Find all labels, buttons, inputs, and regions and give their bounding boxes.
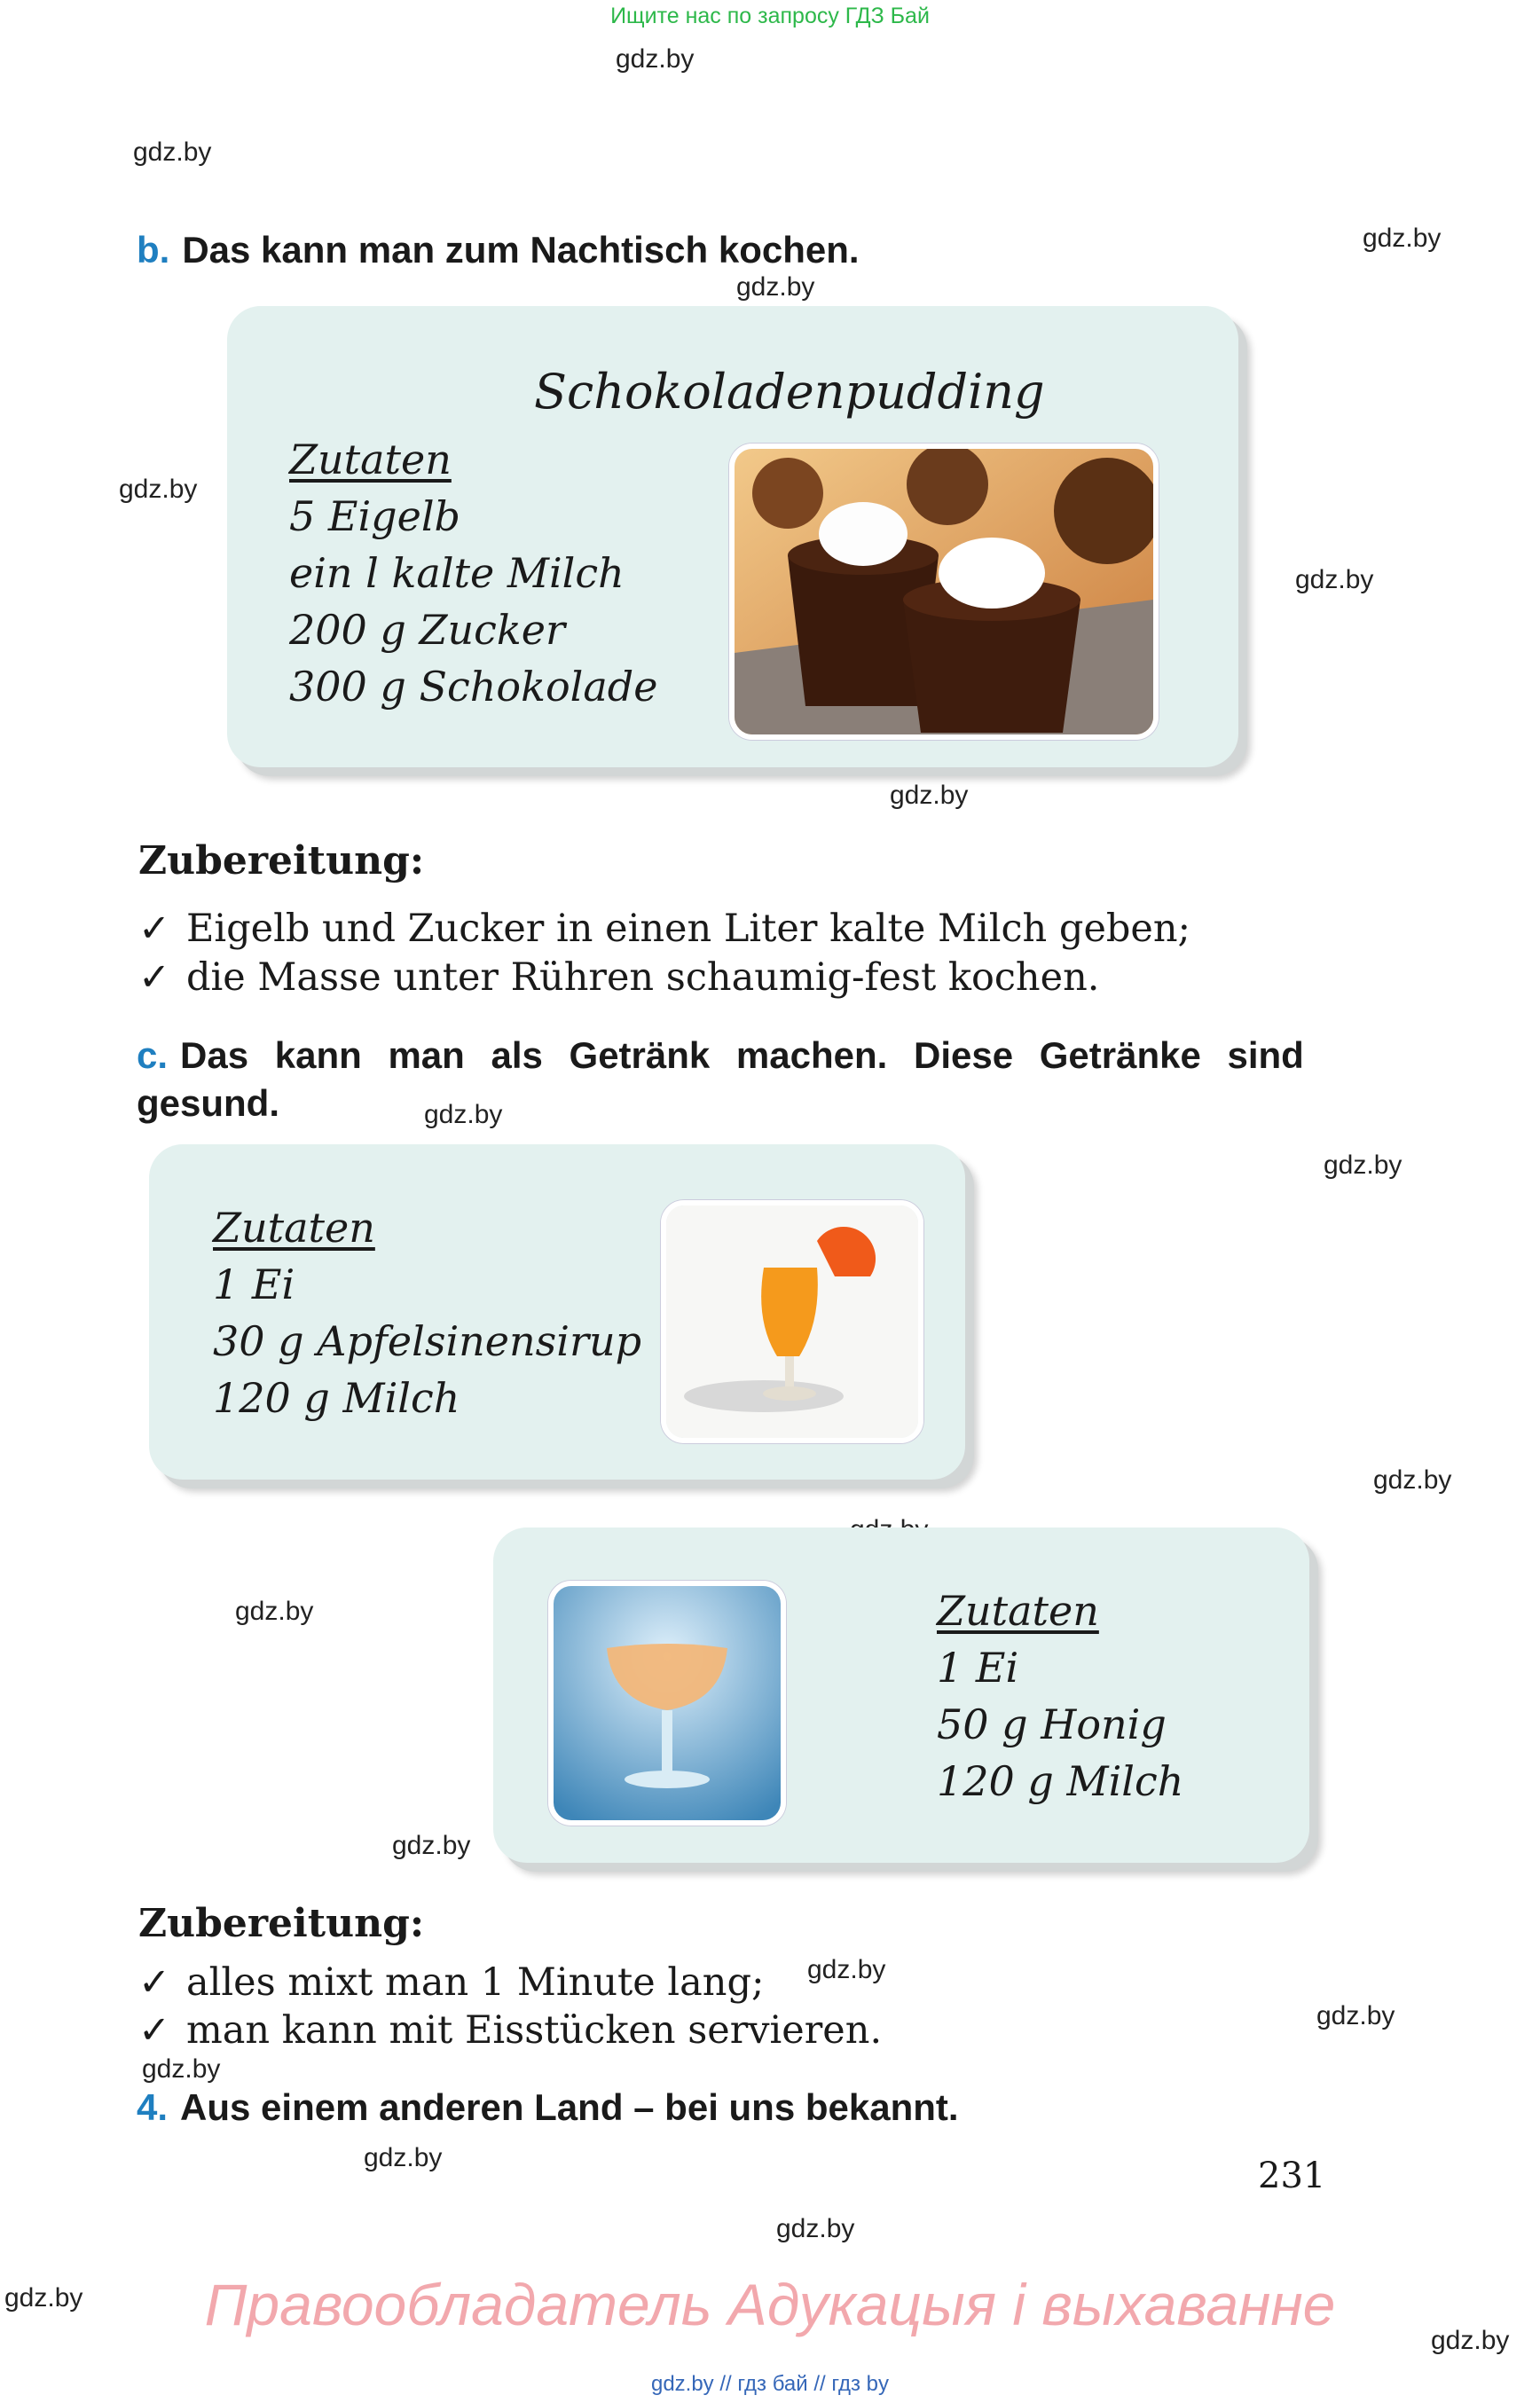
- chocolate-pudding-icon: [735, 449, 1153, 734]
- check-icon: ✓: [138, 955, 171, 1000]
- step-text: alles mixt man 1 Minute lang;: [186, 1960, 765, 2005]
- watermark: gdz.by: [1373, 1465, 1452, 1495]
- ingredient-item: 200 g Zucker: [289, 606, 565, 654]
- watermark: gdz.by: [4, 2283, 83, 2313]
- watermark: gdz.by: [424, 1100, 503, 1129]
- preparation-step: [138, 955, 1099, 1000]
- ingredients-label: Zutaten: [289, 436, 452, 483]
- section-4-text: Aus einem anderen Land – bei uns bekannt.: [180, 2086, 959, 2128]
- check-icon: ✓: [138, 907, 171, 951]
- watermark: gdz.by: [1295, 565, 1374, 594]
- preparation-step: [138, 2008, 882, 2053]
- page-number: 231: [1258, 2156, 1326, 2196]
- pudding-ingredients: [289, 431, 657, 715]
- section-b-letter: b.: [137, 229, 170, 271]
- watermark: gdz.by: [1316, 2001, 1395, 2030]
- chocolate-pudding-photo: [729, 444, 1159, 740]
- copyright-text: Правообладатель Адукацыя і выхаванне: [204, 2272, 1336, 2337]
- watermark: gdz.by: [119, 475, 198, 504]
- watermark: gdz.by: [142, 2054, 221, 2084]
- watermark: gdz.by: [1363, 224, 1442, 253]
- watermark: gdz.by: [133, 137, 212, 167]
- ingredients-label: Zutaten: [937, 1587, 1099, 1635]
- ingredients-label: Zutaten: [213, 1204, 375, 1252]
- section-4-number: 4.: [137, 2086, 169, 2128]
- section-4-heading: [137, 2086, 959, 2129]
- ingredient-item: 5 Eigelb: [289, 492, 461, 540]
- watermark: gdz.by: [1431, 2326, 1510, 2355]
- section-b-heading: [137, 229, 860, 271]
- step-text: man kann mit Eisstücken servieren.: [186, 2008, 883, 2053]
- section-c-letter: c.: [137, 1034, 169, 1076]
- preparation-title: Zubereitung:: [138, 1901, 425, 1946]
- watermark: gdz.by: [736, 272, 815, 302]
- watermark: gdz.by: [1324, 1150, 1402, 1180]
- section-c-heading: [137, 1034, 1304, 1077]
- watermark: gdz.by: [807, 1955, 886, 1984]
- preparation-title: Zubereitung:: [138, 838, 425, 883]
- preparation-step: [138, 907, 1190, 951]
- watermark: gdz.by: [776, 2214, 855, 2243]
- footer-links[interactable]: gdz.by // гдз бай // гдз by: [650, 2372, 890, 2396]
- ingredient-item: 30 g Apfelsinensirup: [213, 1317, 642, 1365]
- top-banner[interactable]: Ищите нас по запросу ГДЗ Бай: [610, 4, 930, 28]
- watermark: gdz.by: [235, 1597, 314, 1626]
- ingredient-item: 300 g Schokolade: [289, 663, 658, 711]
- section-b-text: Das kann man zum Nachtisch kochen.: [182, 229, 860, 271]
- pudding-title: Schokoladenpudding: [534, 364, 1045, 420]
- watermark: gdz.by: [364, 2143, 443, 2172]
- ingredient-item: ein l kalte Milch: [289, 549, 625, 597]
- check-icon: ✓: [138, 2008, 171, 2053]
- honey-milk-drink-photo: [548, 1581, 786, 1826]
- ingredient-item: 120 g Milch: [937, 1757, 1184, 1805]
- ingredient-item: 1 Ei: [937, 1644, 1019, 1692]
- honey-milk-drink-icon: [554, 1586, 781, 1820]
- drink-2-ingredients: [937, 1582, 1183, 1810]
- watermark: gdz.by: [616, 44, 695, 74]
- check-icon: ✓: [138, 1960, 171, 2005]
- preparation-step: [138, 1960, 765, 2005]
- ingredient-item: 50 g Honig: [937, 1700, 1167, 1748]
- watermark: gdz.by: [392, 1831, 471, 1860]
- step-text: Eigelb und Zucker in einen Liter kalte Milch geben;: [186, 907, 1191, 951]
- drink-1-ingredients: [213, 1199, 641, 1426]
- step-text: die Masse unter Rühren schaumig-fest kochen.: [186, 955, 1100, 1000]
- orange-drink-photo: [661, 1200, 923, 1443]
- watermark: gdz.by: [890, 781, 969, 810]
- ingredient-item: 1 Ei: [213, 1260, 295, 1308]
- section-c-line2: gesund.: [137, 1082, 280, 1124]
- section-c-line1: Das kann man als Getränk machen. Diese Getränke sind: [180, 1034, 1304, 1076]
- ingredient-item: 120 g Milch: [213, 1374, 460, 1422]
- orange-drink-icon: [666, 1205, 918, 1438]
